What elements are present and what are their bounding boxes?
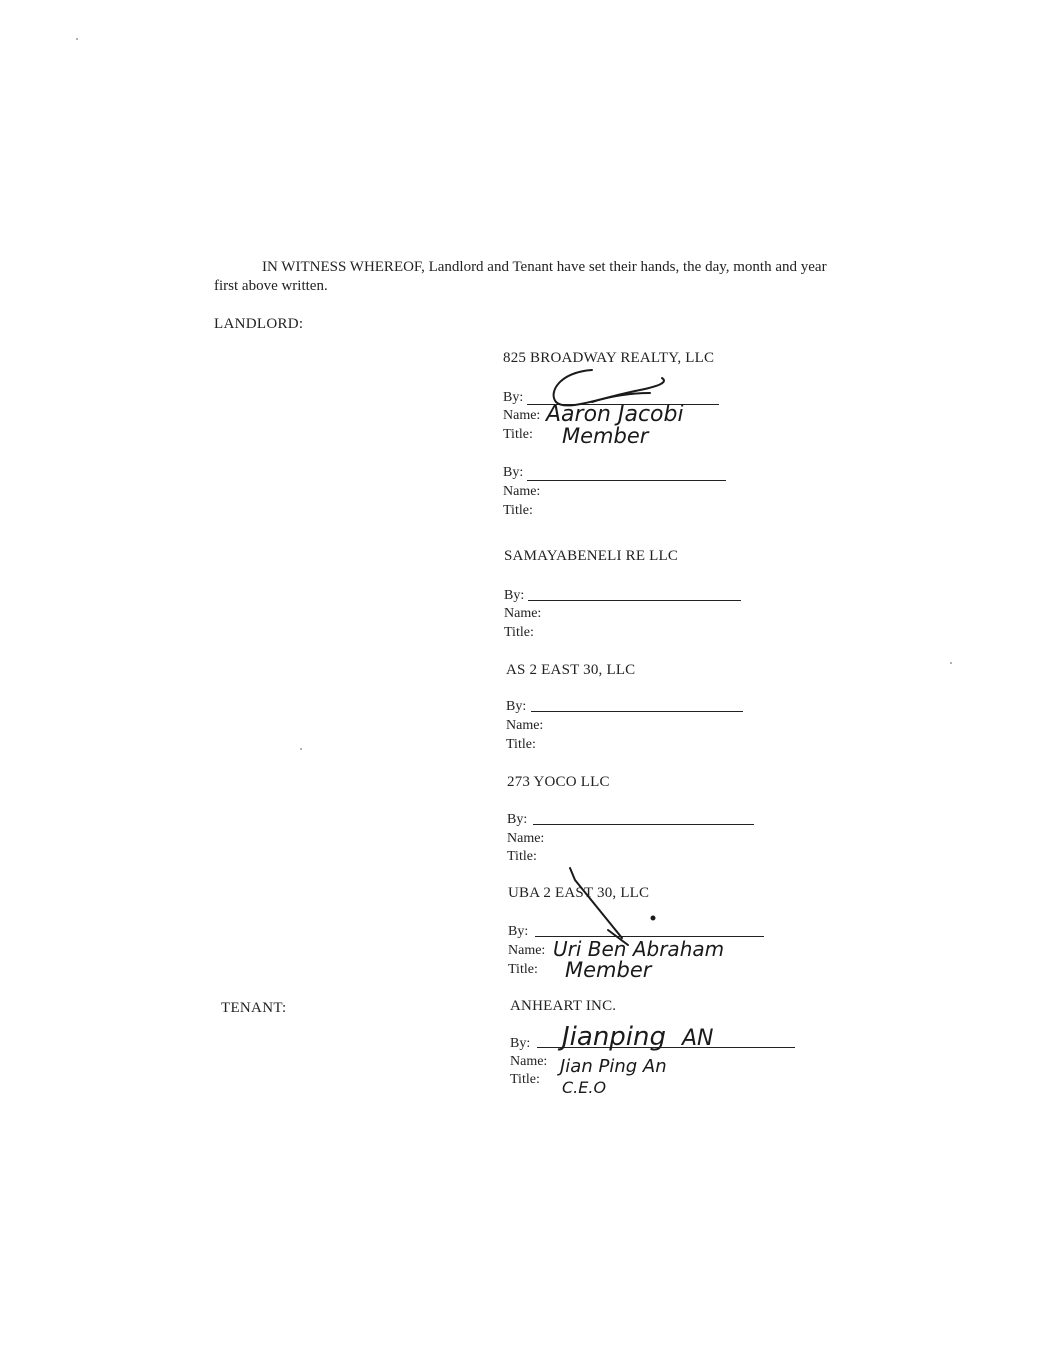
- title-label: Title:: [503, 503, 533, 518]
- entity-name: SAMAYABENELI RE LLC: [504, 548, 679, 564]
- witness-text: IN WITNESS WHEREOF, Landlord and Tenant have set their hands, the day, month and year first above written.: [214, 259, 827, 294]
- scan-speck: [76, 38, 78, 40]
- signature-line: [528, 600, 741, 601]
- entity-name: 825 BROADWAY REALTY, LLC: [503, 350, 715, 366]
- entity-name: 273 YOCO LLC: [507, 774, 610, 790]
- handwritten-signature: Jianping: [562, 1022, 667, 1052]
- signature-line: [531, 711, 743, 712]
- handwritten-title: Member: [562, 424, 649, 448]
- by-label: By:: [506, 699, 527, 714]
- tenant-label: TENANT:: [221, 1000, 287, 1016]
- title-label: Title:: [506, 737, 536, 752]
- by-label: By:: [504, 588, 525, 603]
- signature-line: [535, 936, 764, 937]
- title-label: Title:: [510, 1072, 540, 1087]
- handwritten-by: AN: [682, 1026, 714, 1051]
- name-label: Name:: [507, 831, 545, 846]
- entity-name: UBA 2 EAST 30, LLC: [508, 885, 650, 901]
- handwritten-title: Member: [565, 958, 652, 982]
- signature-line: [537, 1047, 795, 1048]
- signature-line: [527, 480, 726, 481]
- name-label: Name:: [510, 1054, 548, 1069]
- by-label: By:: [507, 812, 528, 827]
- name-label: Name:: [508, 943, 546, 958]
- title-label: Title:: [508, 962, 538, 977]
- handwritten-title: C.E.O: [562, 1078, 607, 1097]
- by-label: By:: [508, 924, 529, 939]
- signature-mark: [570, 868, 655, 945]
- name-label: Name:: [503, 408, 541, 423]
- name-label: Name:: [506, 718, 544, 733]
- handwritten-name: Jian Ping An: [560, 1056, 667, 1077]
- handwritten-name: Aaron Jacobi: [546, 402, 684, 427]
- handwritten-name: Uri Ben Abraham: [553, 937, 725, 961]
- witness-paragraph: [214, 258, 854, 296]
- name-label: Name:: [503, 484, 541, 499]
- by-label: By:: [503, 465, 524, 480]
- scan-speck: [300, 748, 302, 750]
- title-label: Title:: [507, 849, 537, 864]
- title-label: Title:: [503, 427, 533, 442]
- by-label: By:: [510, 1036, 531, 1051]
- by-label: By:: [503, 390, 524, 405]
- entity-name: ANHEART INC.: [510, 998, 617, 1014]
- name-label: Name:: [504, 606, 542, 621]
- signature-line: [533, 824, 754, 825]
- title-label: Title:: [504, 625, 534, 640]
- landlord-label: LANDLORD:: [214, 316, 304, 332]
- scan-speck: [950, 662, 952, 664]
- signature-line: [527, 404, 719, 405]
- signature-mark: [554, 370, 664, 405]
- entity-name: AS 2 EAST 30, LLC: [506, 662, 636, 678]
